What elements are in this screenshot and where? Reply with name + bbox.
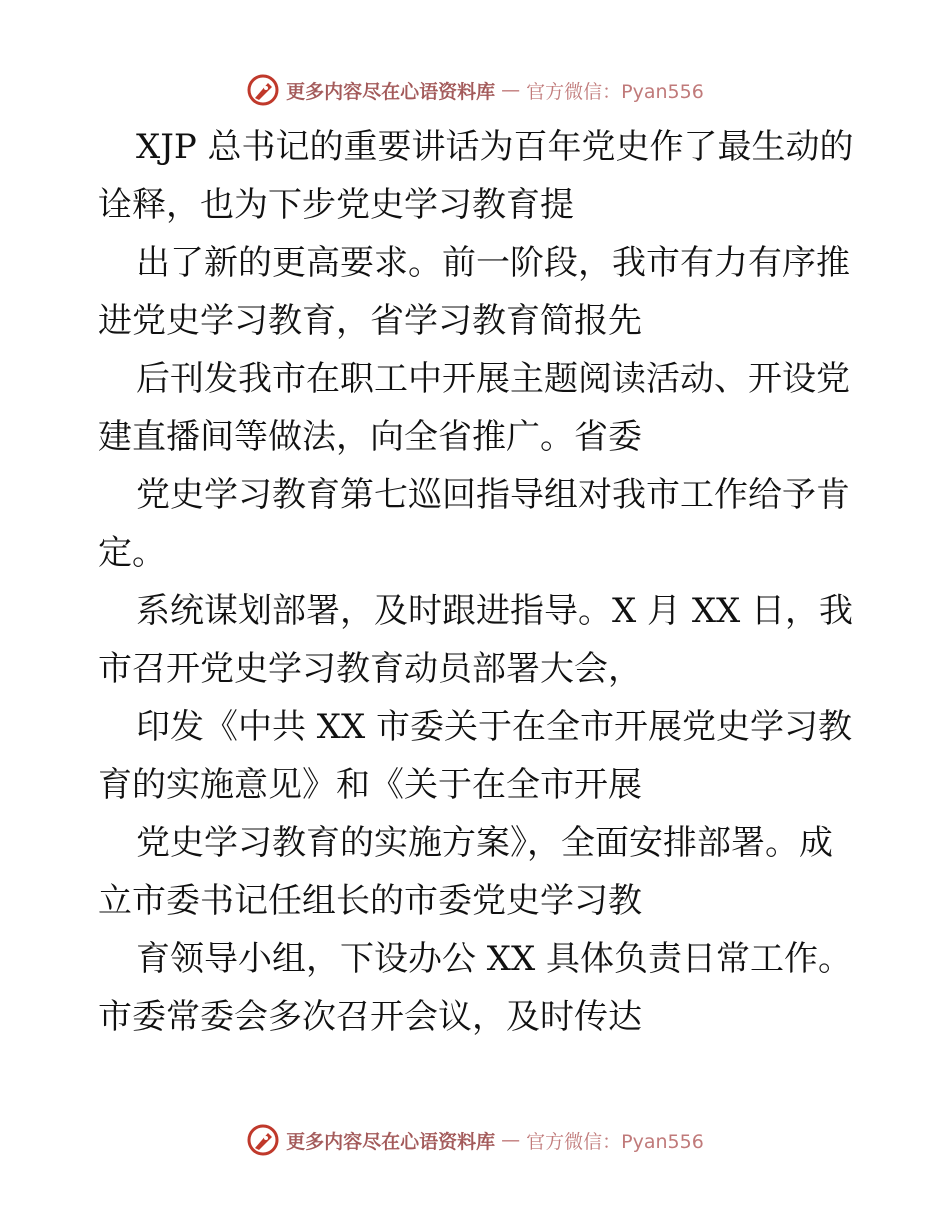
paragraph: 党史学习教育的实施方案》，全面安排部署。成立市委书记任组长的市委党史学习教 [98, 823, 833, 921]
banner-title: 更多内容尽在心语资料库 [286, 1130, 496, 1153]
paragraph: 出了新的更高要求。前一阶段，我市有力有序推进党史学习教育，省学习教育简报先 [98, 243, 850, 341]
paragraph: 党史学习教育第七巡回指导组对我市工作给予肯定。 [98, 475, 850, 573]
footer-banner [0, 1122, 950, 1158]
header-banner [0, 72, 950, 108]
paragraph: 育领导小组，下设办公 XX 具体负责日常工作。市委常委会多次召开会议，及时传达 [98, 939, 853, 1037]
document-body [98, 118, 858, 1046]
paragraph: 系统谋划部署，及时跟进指导。X 月 XX 日，我市召开党史学习教育动员部署大会， [98, 591, 854, 689]
pen-nib-circle-icon [246, 1123, 280, 1157]
banner-wechat: 官方微信：Pyan556 [526, 1130, 704, 1153]
banner-wechat: 官方微信：Pyan556 [526, 80, 704, 103]
banner-separator: — [501, 79, 521, 101]
paragraph: 印发《中共 XX 市委关于在全市开展党史学习教育的实施意见》和《关于在全市开展 [98, 707, 853, 805]
paragraph: 后刊发我市在职工中开展主题阅读活动、开设党建直播间等做法，向全省推广。省委 [98, 359, 850, 457]
paragraph: XJP 总书记的重要讲话为百年党史作了最生动的诠释，也为下步党史学习教育提 [98, 127, 854, 225]
banner-title: 更多内容尽在心语资料库 [286, 80, 496, 103]
banner-separator: — [501, 1129, 521, 1151]
pen-nib-circle-icon [246, 73, 280, 107]
